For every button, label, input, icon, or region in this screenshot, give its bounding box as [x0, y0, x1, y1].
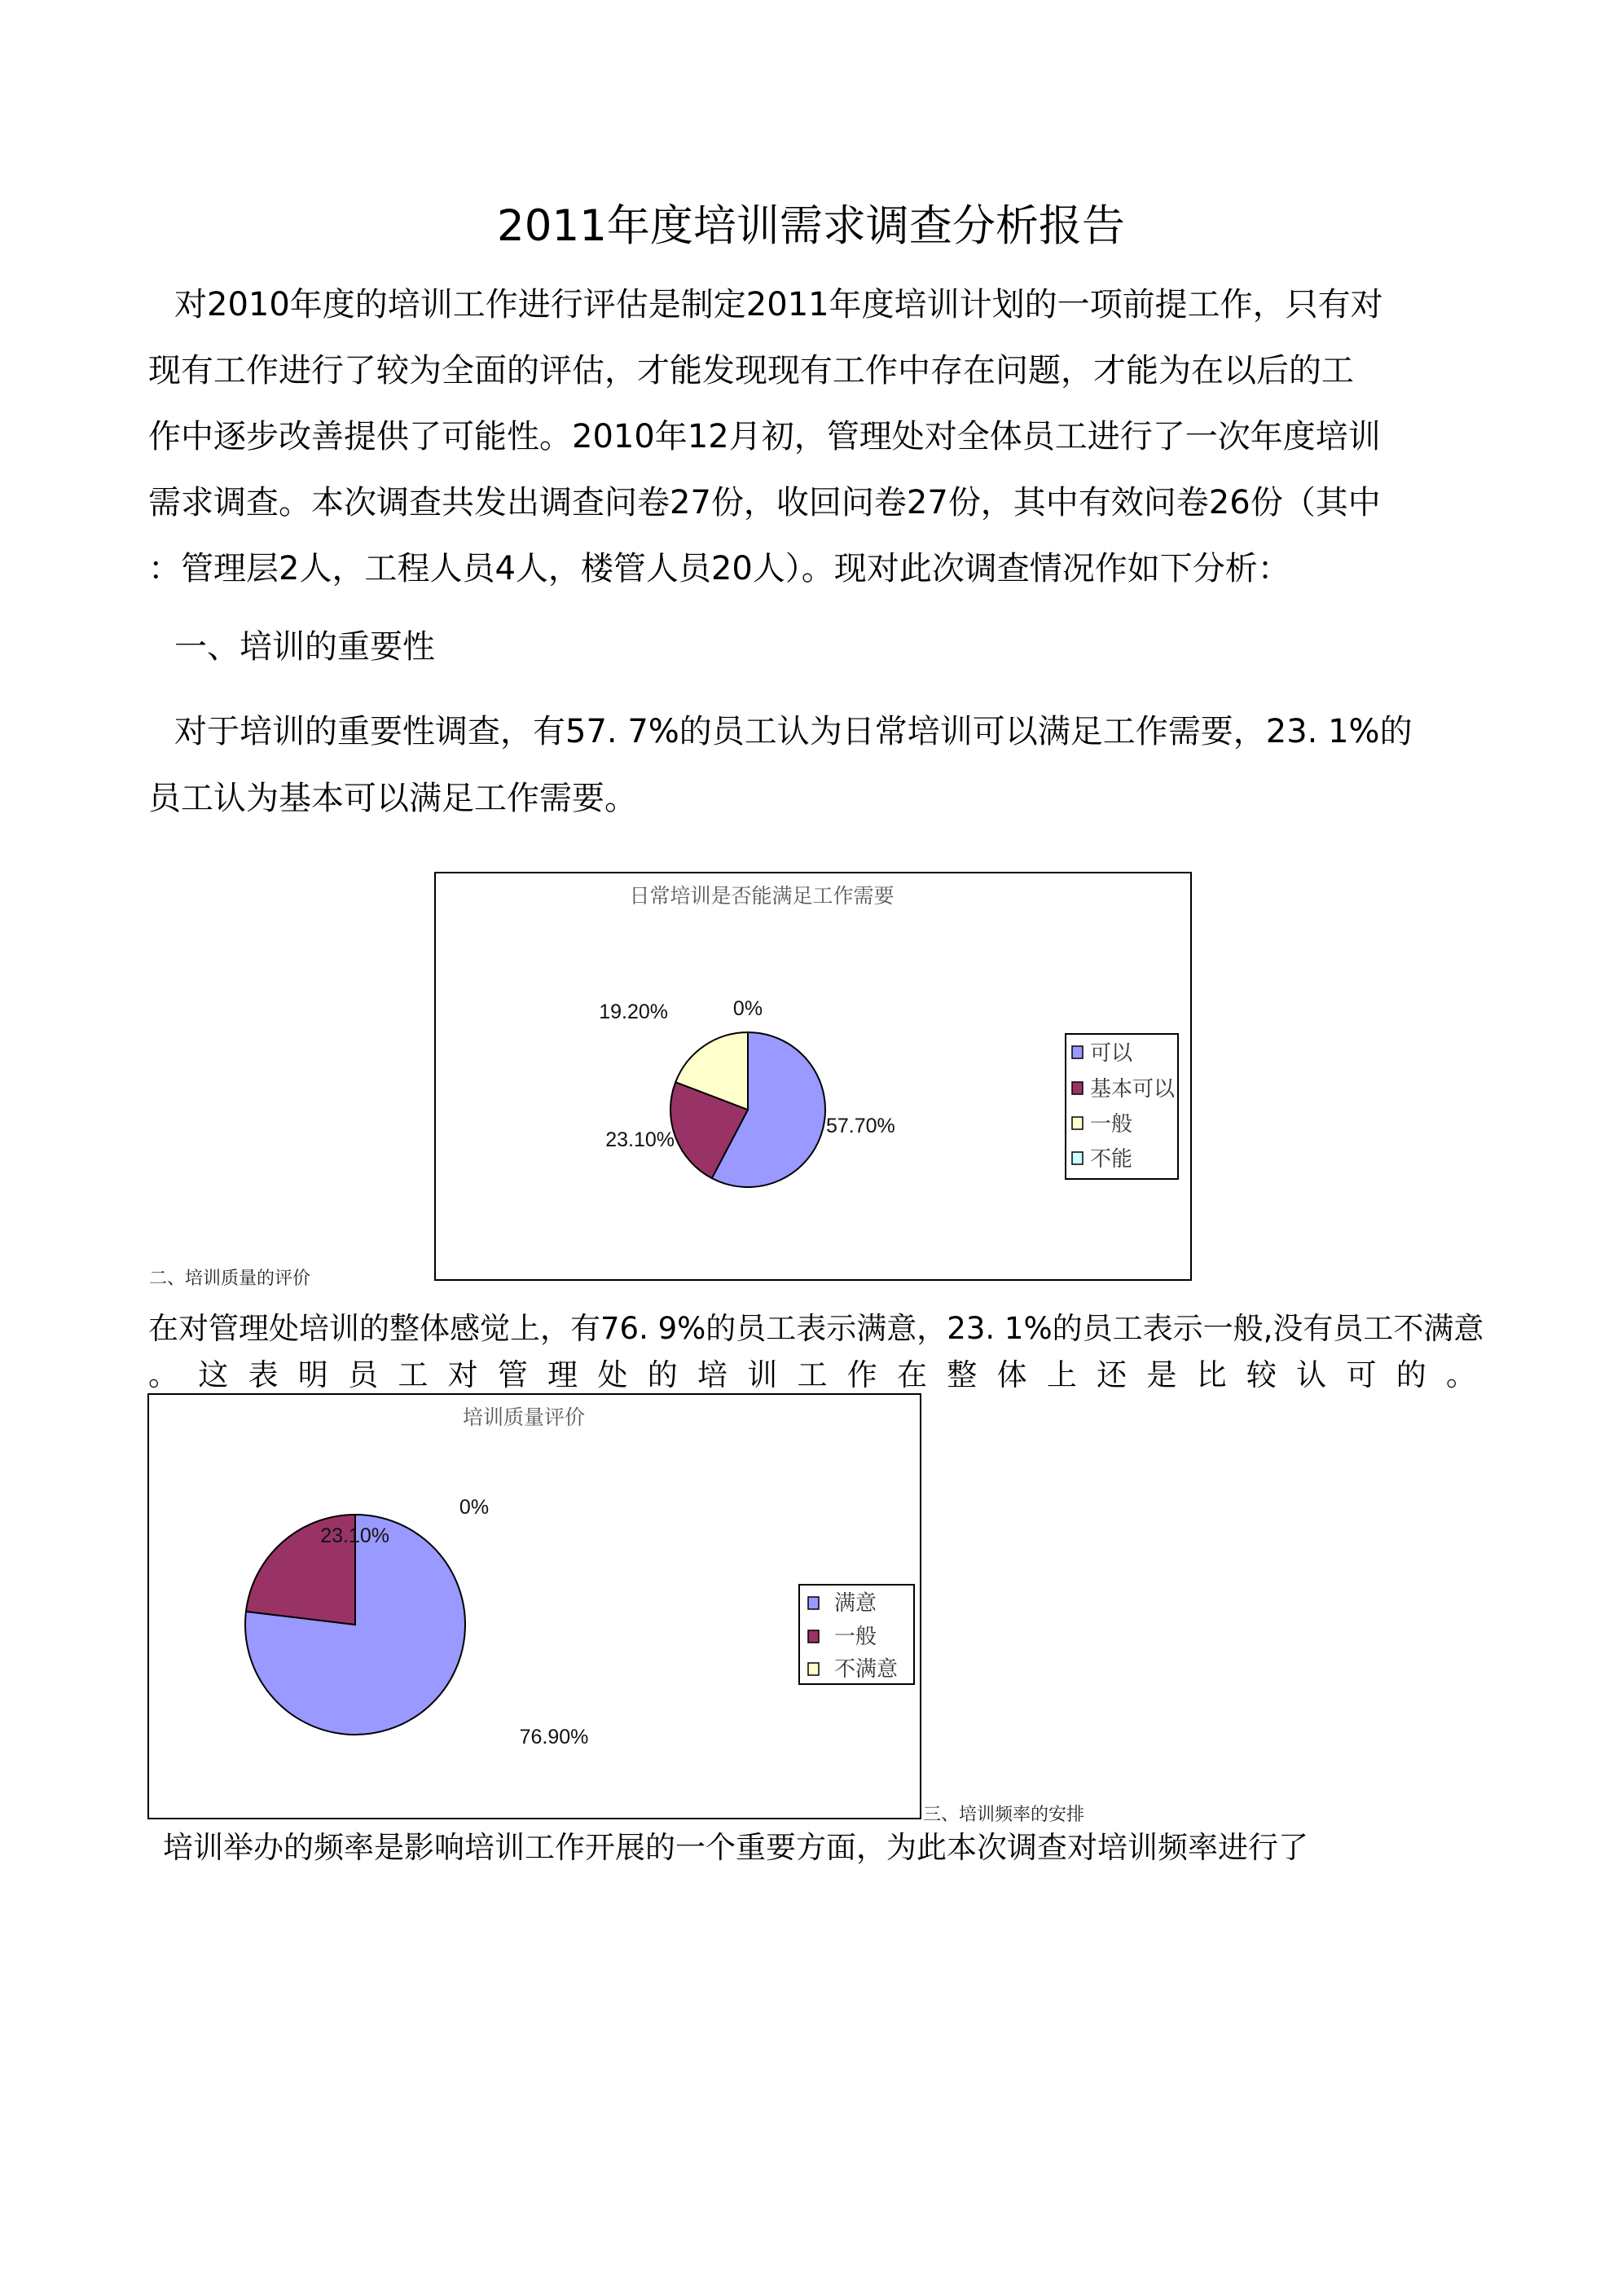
chart-1-label-19pct: 19.20% [599, 1001, 668, 1023]
chart-1-legend-ok: 可以 [1090, 1041, 1133, 1066]
page-title: 2011年度培训需求调查分析报告 [497, 201, 1125, 251]
chart-1-legend-basic: 基本可以 [1090, 1077, 1176, 1102]
section2-line-1: 在对管理处培训的整体感觉上，有76. 9%的员工表示满意，23. 1%的员工表示一般,没有员工不满意 [148, 1311, 1484, 1346]
chart-2-label-76pct: 76.90% [519, 1726, 589, 1748]
chart-1-label-0pct: 0% [732, 997, 763, 1020]
chart-2-legend-general: 一般 [834, 1625, 877, 1649]
chart-1-legend-general: 一般 [1090, 1112, 1133, 1137]
chart-2-legend-swatch-general [808, 1630, 819, 1643]
chart-2-legend-satisfied: 满意 [834, 1591, 877, 1616]
chart-1-legend-swatch-ok [1072, 1046, 1083, 1058]
chart-1-label-57pct: 57.70% [826, 1115, 895, 1137]
intro-line-4: 需求调查。本次调查共发出调查问卷27份，收回问卷27份，其中有效问卷26份（其中 [148, 484, 1381, 521]
chart-1-svg [436, 873, 1193, 1282]
chart-1-legend-swatch-no [1072, 1152, 1083, 1164]
section2-line-2: 。 这 表 明 员 工 对 管 理 处 的 培 训 工 作 在 整 体 上 还 是 比 较 认 可 的 。 [148, 1357, 1476, 1392]
chart-1-legend-swatch-general [1072, 1117, 1083, 1129]
chart-2-svg [149, 1395, 923, 1821]
chart-2-legend-unsatisfied: 不满意 [834, 1657, 899, 1682]
section3-heading: 三、培训频率的安排 [923, 1805, 1085, 1825]
chart-1-legend-swatch-basic [1072, 1082, 1083, 1094]
section1-line-1: 对于培训的重要性调查，有57. 7%的员工认为日常培训可以满足工作需要，23. 1%的 [174, 713, 1413, 750]
section1-line-2: 员工认为基本可以满足工作需要。 [148, 780, 637, 817]
chart-1-legend-no: 不能 [1090, 1147, 1133, 1172]
section2-heading: 二、培训质量的评价 [149, 1269, 311, 1289]
intro-line-5: ：管理层2人，工程人员4人，楼管人员20人）。现对此次调查情况作如下分析： [148, 550, 1290, 587]
intro-line-1: 对2010年度的培训工作进行评估是制定2011年度培训计划的一项前提工作，只有对 [174, 286, 1383, 323]
intro-line-3: 作中逐步改善提供了可能性。2010年12月初，管理处对全体员工进行了一次年度培训 [148, 418, 1381, 455]
chart-2-label-0pct: 0% [459, 1496, 490, 1519]
chart-2 [147, 1393, 921, 1819]
chart-1 [434, 872, 1192, 1281]
chart-2-legend-swatch-unsatisfied [808, 1663, 819, 1675]
chart-1-label-23pct: 23.10% [605, 1128, 675, 1151]
chart-1-title: 日常培训是否能满足工作需要 [629, 884, 895, 908]
section3-line-1: 培训举办的频率是影响培训工作开展的一个重要方面，为此本次调查对培训频率进行了 [163, 1830, 1308, 1865]
intro-line-2: 现有工作进行了较为全面的评估，才能发现现有工作中存在问题，才能为在以后的工 [148, 352, 1354, 389]
chart-2-label-23pct: 23.10% [320, 1524, 389, 1547]
section1-heading: 一、培训的重要性 [174, 628, 435, 666]
chart-2-title: 培训质量评价 [462, 1405, 586, 1429]
chart-2-legend-swatch-satisfied [808, 1597, 819, 1609]
